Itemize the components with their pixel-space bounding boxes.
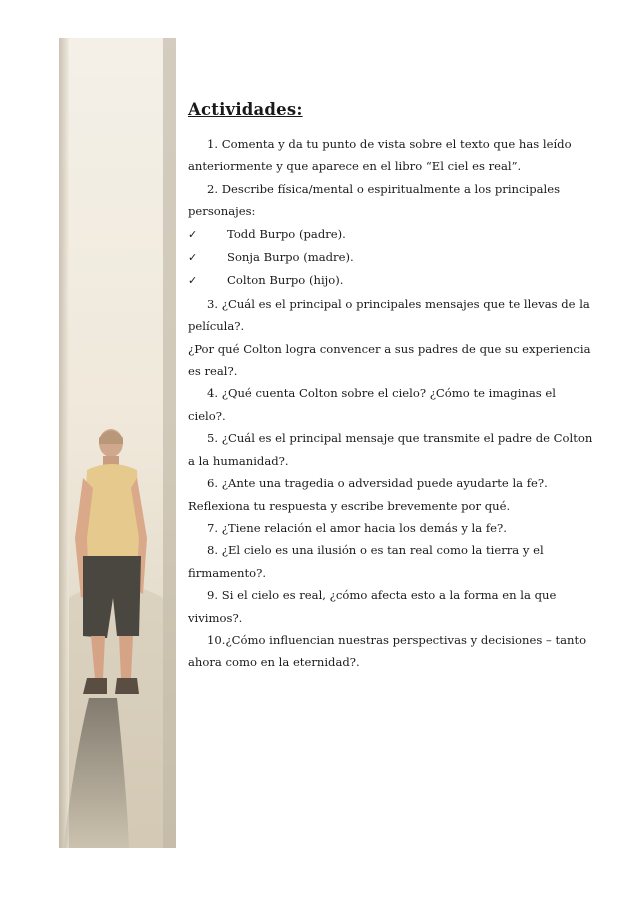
text-line-11: [188, 427, 593, 449]
line-text: 4. ¿Qué cuenta Colton sobre el cielo? ¿Cómo te imaginas el: [207, 386, 556, 401]
line-text: 8. ¿El cielo es una ilusión o es tan real como la tierra y el: [207, 543, 544, 558]
line-text: Reflexiona tu respuesta y escribe brevemente por qué.: [188, 498, 511, 513]
text-line-1: [188, 133, 588, 155]
line-text: 10.¿Cómo influencian nuestras perspectivas y decisiones – tanto: [207, 632, 587, 647]
line-text: cielo?.: [188, 408, 226, 423]
text-line-12: [188, 450, 588, 472]
character-item: [188, 223, 588, 246]
line-text: vivimos?.: [188, 610, 243, 625]
line-text: 6. ¿Ante una tragedia o adversidad puede ayudarte la fe?.: [207, 476, 548, 491]
line-text: 1. Comenta y da tu punto de vista sobre el texto que has leído: [207, 137, 572, 151]
activities-heading: Actividades:: [188, 100, 303, 119]
text-line-16: [188, 539, 588, 561]
text-line-6: [188, 315, 588, 337]
text-line-7: [188, 338, 591, 360]
line-text: ahora como en la eternidad?.: [188, 655, 360, 670]
line-text: anteriormente y que aparece en el libro “El ciel es real”.: [188, 159, 522, 174]
boy-walking-image: [59, 38, 176, 848]
character-name: Colton Burpo (hijo).: [227, 273, 344, 288]
text-line-18: [188, 584, 588, 606]
text-line-2: [188, 155, 588, 177]
checkmark-icon: ✓: [188, 227, 198, 241]
checkmark-icon: ✓: [188, 274, 198, 288]
line-text: firmamento?.: [188, 565, 267, 580]
text-line-10: [188, 405, 588, 427]
line-text: 3. ¿Cuál es el principal o principales mensajes que te llevas de la: [207, 296, 590, 311]
text-line-5: [188, 293, 588, 315]
activities-section: [188, 100, 593, 674]
line-text: película?.: [188, 319, 245, 334]
line-text: 9. Si el cielo es real, ¿cómo afecta esto a la forma en la que: [207, 588, 557, 603]
character-item: [188, 246, 588, 269]
text-line-3: [188, 178, 588, 200]
line-text: personajes:: [188, 204, 256, 219]
text-line-17: [188, 562, 588, 584]
line-text: 7. ¿Tiene relación el amor hacia los demás y la fe?.: [207, 520, 507, 535]
line-text: ¿Por qué Colton logra convencer a sus padres de que su experiencia: [188, 341, 591, 356]
text-line-21: [188, 651, 588, 673]
activities-list: [188, 133, 593, 674]
line-text: 5. ¿Cuál es el principal mensaje que transmite el padre de Colton: [207, 431, 593, 446]
text-line-15: [188, 517, 588, 539]
text-line-20: [188, 629, 588, 651]
character-name: Sonja Burpo (madre).: [227, 250, 354, 265]
text-line-13: [188, 472, 588, 494]
text-line-9: [188, 382, 588, 404]
character-item: [188, 269, 588, 292]
line-text: es real?.: [188, 364, 238, 379]
text-line-19: [188, 607, 588, 629]
text-line-8: [188, 360, 588, 382]
checkmark-icon: ✓: [188, 251, 198, 265]
line-text: a la humanidad?.: [188, 453, 289, 468]
text-line-14: [188, 495, 588, 517]
text-line-4: [188, 200, 588, 222]
line-text: 2. Describe física/mental o espiritualmente a los principales: [207, 181, 561, 196]
character-name: Todd Burpo (padre).: [227, 226, 346, 241]
